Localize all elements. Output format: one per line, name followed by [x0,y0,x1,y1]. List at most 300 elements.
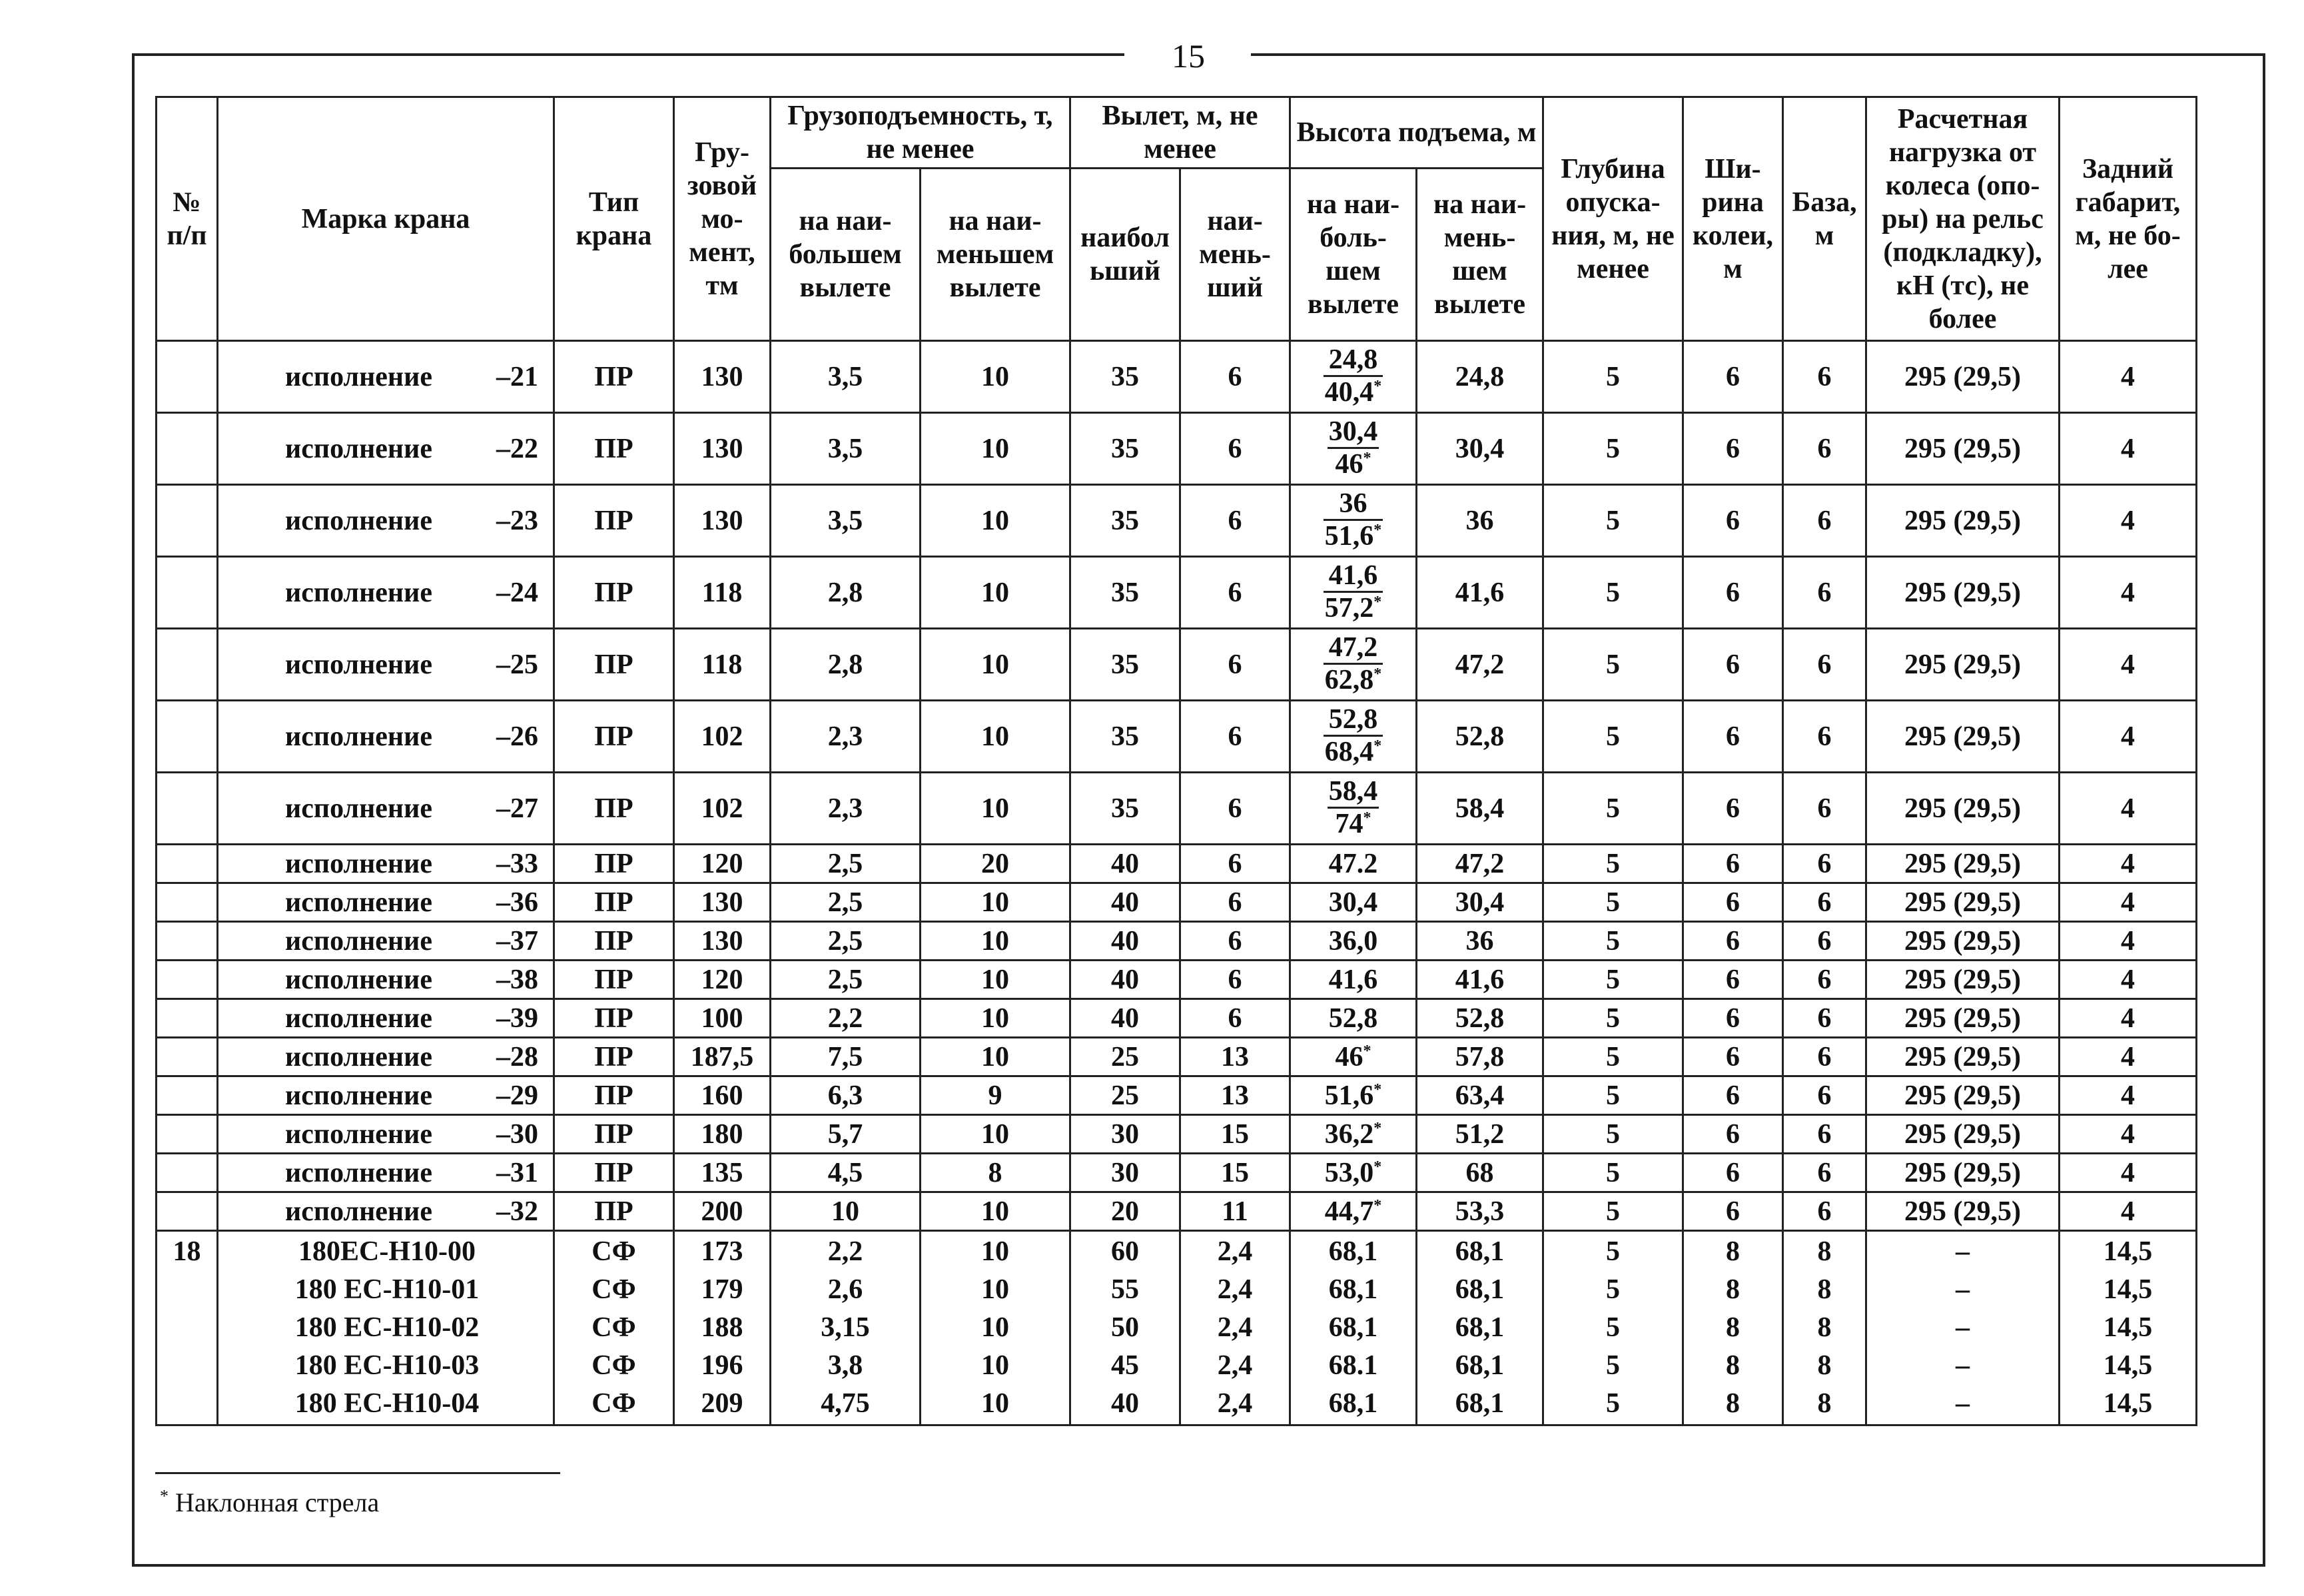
lowering-depth: 5 [1543,922,1683,961]
height-at-max-reach [1290,557,1417,629]
reach-max: 35 [1070,413,1180,485]
capacity-at-max-reach: 4,5 [771,1154,921,1192]
crane-type: ПР [554,922,674,961]
crane-type: ПР [554,1038,674,1076]
track-width: 6 [1683,485,1783,557]
wheel-base: 6 [1783,773,1866,845]
table-row [157,341,2197,413]
model-cell [218,1038,554,1076]
model-cell [218,845,554,883]
tail-clearance: 4 [2060,485,2197,557]
height-at-min-reach: 47,2 [1417,845,1543,883]
reach-min: 2,4 [1217,1274,1253,1305]
load-moment: 188 [701,1312,743,1343]
track-width: 8 [1726,1236,1740,1267]
model-name: исполнение [285,887,432,918]
model-name: исполнение [285,925,432,957]
wheel-load: 295 (29,5) [1866,883,2060,922]
reach-max: 40 [1070,883,1180,922]
model-cell [218,773,554,845]
load-moment-cell [674,1231,771,1425]
tail-clearance: 4 [2060,961,2197,999]
wheel-load: 295 (29,5) [1866,1076,2060,1115]
height-at-min-reach: 68,1 [1455,1236,1505,1267]
height-at-min-reach: 47,2 [1417,629,1543,701]
model-variant: –33 [496,848,538,879]
model-name: исполнение [285,433,432,464]
reach-min: 6 [1180,961,1290,999]
model-cell [218,701,554,773]
capacity-at-min-reach: 10 [921,1192,1070,1231]
row-number: 18 [157,1231,218,1425]
height-at-max-reach [1290,413,1417,485]
wheel-load: 295 (29,5) [1866,1192,2060,1231]
wheel-load: 295 (29,5) [1866,557,2060,629]
capacity-at-min-reach: 10 [921,557,1070,629]
tail-clearance: 14,5 [2103,1350,2153,1381]
capacity-at-max-reach: 2,5 [771,883,921,922]
reach-min: 6 [1180,883,1290,922]
model-name-cell [218,1231,554,1425]
track-width: 8 [1726,1350,1740,1381]
height-at-min-reach-cell [1417,1231,1543,1425]
lowering-depth: 5 [1543,557,1683,629]
reach-min: 6 [1180,999,1290,1038]
reach-min: 2,4 [1217,1388,1253,1419]
load-moment: 200 [674,1192,771,1231]
height-value: 30,4 [1328,887,1378,918]
reach-min: 6 [1180,922,1290,961]
height-inclined-value: 40,4 [1324,377,1374,408]
crane-type: ПР [554,629,674,701]
wheel-load: 295 (29,5) [1866,341,2060,413]
model-cell [218,341,554,413]
reach-max: 55 [1111,1274,1139,1305]
reach-max: 35 [1070,773,1180,845]
wheel-base: 6 [1783,485,1866,557]
height-at-min-reach: 30,4 [1417,883,1543,922]
wheel-load: 295 (29,5) [1866,999,2060,1038]
height-at-max-reach [1290,1076,1417,1115]
crane-type: ПР [554,961,674,999]
capacity-at-max-reach: 4,75 [821,1388,870,1419]
height-at-min-reach: 63,4 [1417,1076,1543,1115]
reach-max: 35 [1070,341,1180,413]
lowering-depth: 5 [1543,413,1683,485]
reach-min: 15 [1180,1154,1290,1192]
height-inclined-value: 51,6 [1324,521,1374,552]
inclined-boom-mark: * [1373,1196,1382,1214]
reach-min: 6 [1180,845,1290,883]
inclined-boom-mark: * [1373,1080,1382,1098]
row-number [157,1154,218,1192]
page-number: 15 [1172,37,1205,75]
inclined-boom-mark: * [1363,450,1371,467]
footnote-text: Наклонная стрела [175,1487,380,1517]
crane-type: ПР [554,999,674,1038]
header-model: Марка крана [218,97,554,341]
track-width: 8 [1726,1388,1740,1419]
height-straight-boom: 36 [1324,488,1383,521]
model-name: исполнение [285,1041,432,1072]
reach-min: 15 [1180,1115,1290,1154]
load-moment: 120 [674,961,771,999]
row-number [157,485,218,557]
capacity-at-max-reach: 7,5 [771,1038,921,1076]
header-track: Ши-рина колеи, м [1683,97,1783,341]
height-value: 47.2 [1328,848,1378,879]
capacity-at-max-reach: 2,8 [771,629,921,701]
crane-type: СФ [591,1236,636,1267]
model-cell [218,961,554,999]
height-at-max-reach [1290,1192,1417,1231]
capacity-at-max-reach: 2,2 [771,999,921,1038]
tail-clearance: 4 [2060,922,2197,961]
lowering-depth: 5 [1543,1154,1683,1192]
capacity-at-max-reach: 5,7 [771,1115,921,1154]
model-variant: –24 [496,577,538,608]
table-row [157,845,2197,883]
inclined-boom-mark: * [1373,1119,1382,1137]
capacity-at-min-reach: 10 [981,1236,1009,1267]
height-at-max-reach [1290,701,1417,773]
lowering-depth: 5 [1543,1192,1683,1231]
tail-clearance: 4 [2060,845,2197,883]
load-moment: 160 [674,1076,771,1115]
lowering-depth: 5 [1543,999,1683,1038]
inclined-boom-mark: * [1373,522,1382,539]
reach-min: 2,4 [1217,1312,1253,1343]
crane-type: ПР [554,845,674,883]
model-variant: –38 [496,964,538,995]
capacity-at-max-reach-cell [771,1231,921,1425]
track-width: 6 [1683,961,1783,999]
wheel-base: 6 [1783,961,1866,999]
crane-type: ПР [554,773,674,845]
capacity-at-min-reach: 10 [921,629,1070,701]
height-at-max-reach [1290,1115,1417,1154]
load-moment: 209 [701,1388,743,1419]
model-variant: –29 [496,1080,538,1111]
height-at-min-reach: 68,1 [1455,1312,1505,1343]
track-width: 6 [1683,1076,1783,1115]
table-body [157,341,2197,1425]
tail-clearance: 14,5 [2103,1236,2153,1267]
height-at-max-reach [1290,629,1417,701]
capacity-at-min-reach: 10 [921,999,1070,1038]
height-at-max-reach [1290,1154,1417,1192]
height-at-max-reach [1290,883,1417,922]
height-value: 44,7 [1324,1196,1374,1227]
crane-type: ПР [554,341,674,413]
height-at-min-reach: 68,1 [1455,1274,1505,1305]
height-at-min-reach: 53,3 [1417,1192,1543,1231]
track-width: 8 [1726,1274,1740,1305]
row-number [157,629,218,701]
load-moment: 173 [701,1236,743,1267]
height-inclined-boom [1324,521,1383,552]
lowering-depth-cell [1543,1231,1683,1425]
tail-clearance: 14,5 [2103,1274,2153,1305]
reach-max: 40 [1111,1388,1139,1419]
capacity-at-min-reach: 10 [921,485,1070,557]
reach-max: 30 [1070,1154,1180,1192]
load-moment: 118 [674,629,771,701]
capacity-at-min-reach: 9 [921,1076,1070,1115]
footnote-rule [155,1472,560,1474]
track-width: 6 [1683,701,1783,773]
load-moment: 196 [701,1350,743,1381]
track-width: 6 [1683,922,1783,961]
reach-min: 2,4 [1217,1350,1253,1381]
lowering-depth: 5 [1543,773,1683,845]
model-name: исполнение [285,964,432,995]
table-row [157,961,2197,999]
table-row [157,883,2197,922]
inclined-boom-mark: * [1373,594,1382,611]
row-number [157,341,218,413]
crane-type: ПР [554,1154,674,1192]
height-at-max-reach: 68.1 [1328,1350,1378,1381]
track-width: 6 [1683,557,1783,629]
table-row [157,1115,2197,1154]
inclined-boom-mark: * [1373,665,1382,683]
load-moment: 187,5 [674,1038,771,1076]
track-width: 6 [1683,1115,1783,1154]
track-width: 6 [1683,845,1783,883]
table-row-18 [157,1231,2197,1425]
wheel-base: 6 [1783,341,1866,413]
tail-clearance: 4 [2060,1038,2197,1076]
load-moment: 120 [674,845,771,883]
crane-type: ПР [554,413,674,485]
reach-max: 50 [1111,1312,1139,1343]
height-straight-boom: 52,8 [1324,704,1383,737]
lowering-depth: 5 [1606,1312,1621,1343]
header-base: База, м [1783,97,1866,341]
model-name: 180 EC-H10-03 [294,1350,480,1381]
height-straight-boom: 58,4 [1328,776,1379,809]
tail-clearance: 14,5 [2103,1312,2153,1343]
model-cell [218,485,554,557]
capacity-at-max-reach: 2,8 [771,557,921,629]
wheel-load: 295 (29,5) [1866,845,2060,883]
capacity-at-min-reach: 10 [921,413,1070,485]
tail-clearance: 4 [2060,413,2197,485]
capacity-at-max-reach: 2,5 [771,845,921,883]
model-cell [218,922,554,961]
model-variant: –25 [496,649,538,680]
wheel-load: 295 (29,5) [1866,1038,2060,1076]
track-width: 6 [1683,999,1783,1038]
header-capacity: Грузоподъемность, т, не менее [771,97,1070,169]
height-at-max-reach [1290,845,1417,883]
footnote-mark: * [160,1486,169,1506]
capacity-at-min-reach: 10 [981,1312,1009,1343]
table-row [157,485,2197,557]
height-at-min-reach: 52,8 [1417,999,1543,1038]
reach-max: 25 [1070,1038,1180,1076]
wheel-base: 6 [1783,999,1866,1038]
model-cell [218,1115,554,1154]
lowering-depth: 5 [1606,1388,1621,1419]
height-at-max-reach [1290,485,1417,557]
model-cell [218,413,554,485]
reach-min: 6 [1180,485,1290,557]
header-reach: Вылет, м, не менее [1070,97,1290,169]
height-at-max-reach-cell [1290,1231,1417,1425]
lowering-depth: 5 [1543,485,1683,557]
wheel-load: – [1956,1312,1970,1343]
wheel-load: 295 (29,5) [1866,961,2060,999]
height-inclined-boom [1324,665,1383,695]
height-at-max-reach: 68,1 [1328,1388,1378,1419]
reach-min-cell [1180,1231,1290,1425]
model-cell [218,629,554,701]
height-fraction [1328,776,1379,839]
wheel-load: 295 (29,5) [1866,1115,2060,1154]
load-moment: 180 [674,1115,771,1154]
capacity-at-max-reach: 2,6 [827,1274,863,1305]
height-value: 53,0 [1324,1157,1374,1188]
model-name: исполнение [285,577,432,608]
table-header [157,97,2197,341]
header-capacity-max: на наи-большем вылете [771,169,921,341]
wheel-base: 6 [1783,629,1866,701]
capacity-at-max-reach: 10 [771,1192,921,1231]
header-height: Высота подъема, м [1290,97,1543,169]
crane-type: ПР [554,883,674,922]
model-name: исполнение [285,848,432,879]
wheel-base: 6 [1783,922,1866,961]
capacity-at-max-reach: 3,5 [771,413,921,485]
height-value: 52,8 [1328,1002,1378,1034]
row-number [157,413,218,485]
wheel-load-cell [1866,1231,2060,1425]
reach-min: 13 [1180,1076,1290,1115]
tail-clearance: 4 [2060,1076,2197,1115]
capacity-at-min-reach: 10 [921,341,1070,413]
reach-max: 35 [1070,701,1180,773]
wheel-load: 295 (29,5) [1866,1154,2060,1192]
model-name: 180 EC-H10-04 [294,1388,480,1419]
wheel-base: 6 [1783,1038,1866,1076]
row-number [157,557,218,629]
reach-min: 6 [1180,701,1290,773]
height-at-max-reach: 68,1 [1328,1312,1378,1343]
lowering-depth: 5 [1543,629,1683,701]
wheel-base: 6 [1783,1154,1866,1192]
wheel-load: 295 (29,5) [1866,773,2060,845]
table-row [157,1154,2197,1192]
height-fraction [1324,488,1383,552]
table-row [157,1076,2197,1115]
header-no: № п/п [157,97,218,341]
model-name: 180 EC-H10-02 [294,1312,480,1343]
tail-clearance: 4 [2060,701,2197,773]
height-at-max-reach: 68,1 [1328,1236,1378,1267]
height-at-min-reach: 51,2 [1417,1115,1543,1154]
table-row [157,1038,2197,1076]
model-cell [218,1192,554,1231]
capacity-at-min-reach: 8 [921,1154,1070,1192]
reach-max: 45 [1111,1350,1139,1381]
height-inclined-boom [1324,737,1383,767]
reach-max-cell [1070,1231,1180,1425]
track-width: 6 [1683,629,1783,701]
wheel-base: 8 [1817,1388,1832,1419]
crane-type-cell [554,1231,674,1425]
wheel-load: – [1956,1274,1970,1305]
track-width: 6 [1683,1154,1783,1192]
crane-type: СФ [591,1312,636,1343]
height-inclined-boom [1324,377,1383,408]
row-number [157,1038,218,1076]
capacity-at-min-reach: 20 [921,845,1070,883]
header-load: Расчетная нагрузка от колеса (опо-ры) на рельс (подкладку), кН (тс), не более [1866,97,2060,341]
model-cell [218,557,554,629]
capacity-at-max-reach: 2,5 [771,961,921,999]
model-name: исполнение [285,721,432,752]
crane-type: ПР [554,1115,674,1154]
row-number [157,999,218,1038]
load-moment: 135 [674,1154,771,1192]
capacity-at-min-reach: 10 [921,1038,1070,1076]
height-at-min-reach: 41,6 [1417,961,1543,999]
capacity-at-min-reach: 10 [981,1388,1009,1419]
load-moment: 102 [674,773,771,845]
capacity-at-max-reach: 3,5 [771,341,921,413]
table-row [157,557,2197,629]
model-name: исполнение [285,361,432,392]
table-row [157,773,2197,845]
load-moment: 102 [674,701,771,773]
model-name: исполнение [285,793,432,824]
model-variant: –28 [496,1041,538,1072]
inclined-boom-mark: * [1363,809,1371,827]
header-moment: Гру-зовой мо-мент, тм [674,97,771,341]
height-fraction [1324,632,1383,695]
capacity-at-min-reach: 10 [981,1350,1009,1381]
height-inclined-boom [1324,593,1383,623]
crane-type: ПР [554,485,674,557]
header-tail: Задний габарит, м, не бо-лее [2060,97,2197,341]
header-reach-min: наи-мень-ший [1180,169,1290,341]
reach-max: 30 [1070,1115,1180,1154]
capacity-at-max-reach: 3,15 [821,1312,870,1343]
height-value: 41,6 [1328,964,1378,995]
height-at-min-reach: 68,1 [1455,1350,1505,1381]
load-moment: 118 [674,557,771,629]
capacity-at-min-reach: 10 [921,961,1070,999]
height-straight-boom: 24,8 [1324,344,1383,377]
track-width: 6 [1683,883,1783,922]
reach-max: 35 [1070,557,1180,629]
reach-max: 35 [1070,629,1180,701]
model-name: исполнение [285,1196,432,1227]
reach-min: 6 [1180,629,1290,701]
tail-clearance: 4 [2060,629,2197,701]
header-height-min: на наи-мень-шем вылете [1417,169,1543,341]
model-name: 180 EC-H10-01 [294,1274,480,1305]
capacity-at-max-reach: 2,5 [771,922,921,961]
capacity-at-max-reach: 3,8 [827,1350,863,1381]
reach-max: 25 [1070,1076,1180,1115]
track-width-cell [1683,1231,1783,1425]
model-variant: –22 [496,433,538,464]
load-moment: 179 [701,1274,743,1305]
reach-min: 11 [1180,1192,1290,1231]
